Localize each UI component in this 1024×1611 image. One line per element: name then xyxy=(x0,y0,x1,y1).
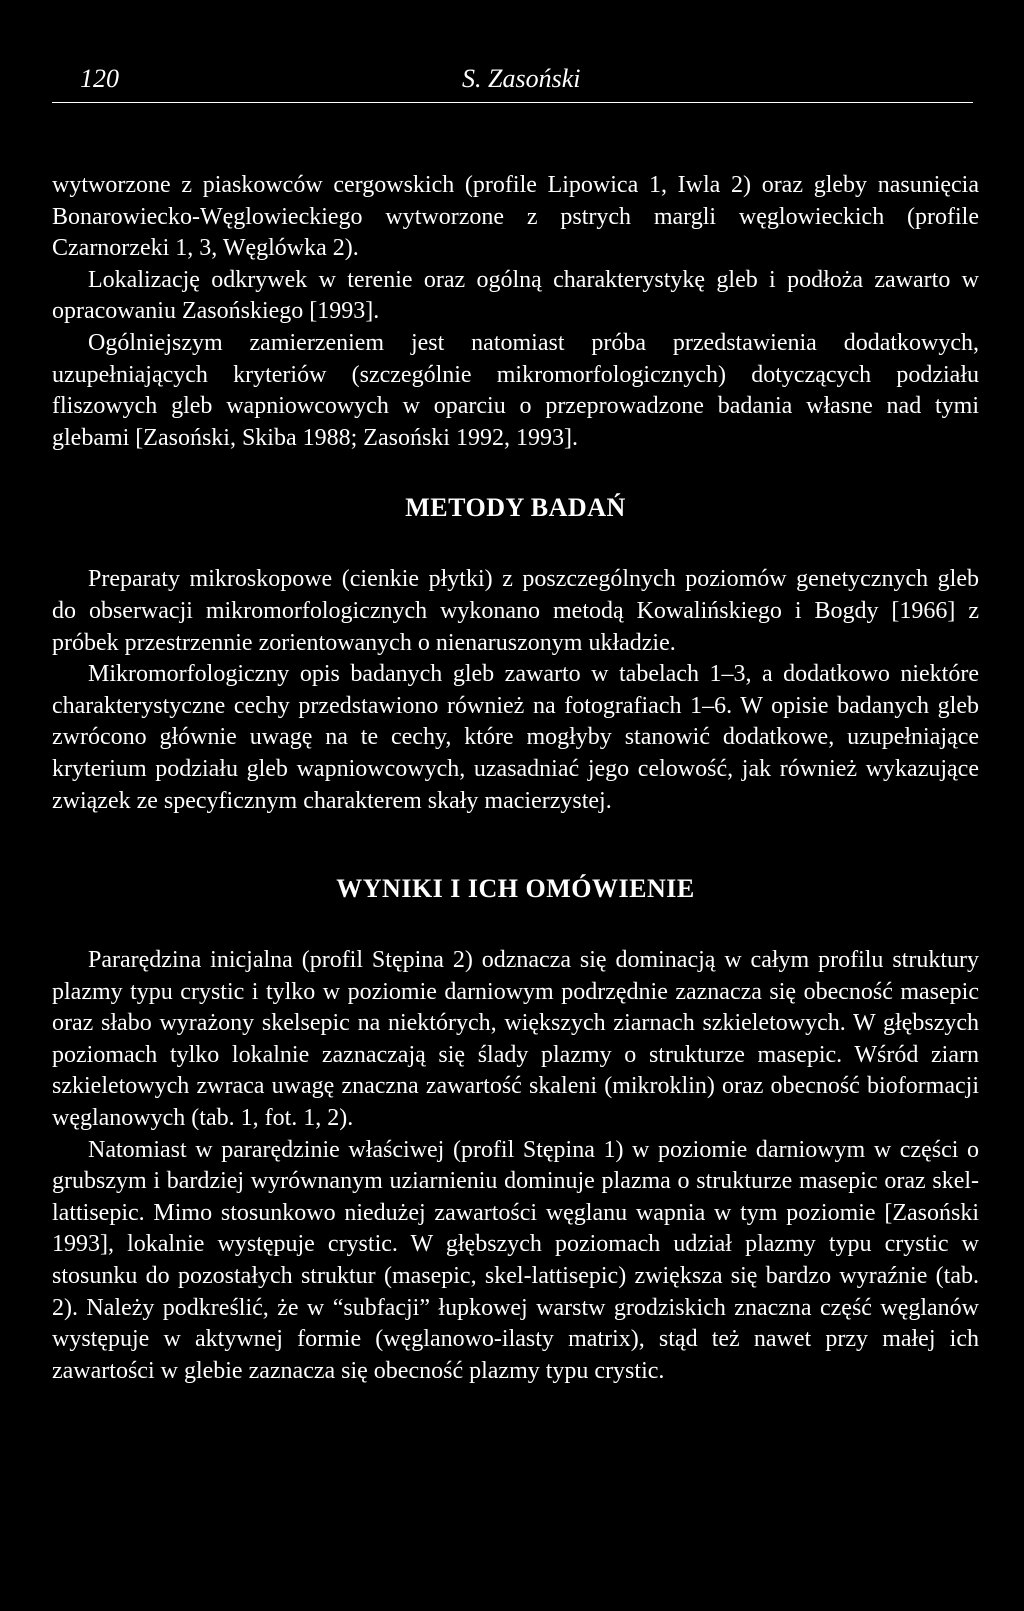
page-number: 120 xyxy=(80,64,119,93)
intro-paragraph-2: Lokalizację odkrywek w terenie oraz ogólną charakterystykę gleb i podłoża zawarto w opracowaniu Zasońskiego [1993]. xyxy=(52,266,979,325)
results-paragraph-2: Natomiast w pararędzinie właściwej (profil Stępina 1) w poziomie darniowym w części o grubszym i bardziej wyrównanym uziarnieniu dominuje plazma o strukturze masepic oraz skel-lattisepic. Mimo stosunkowo niedużej zawartości węglanu wapnia w tym poziomie [Zasoński 1993], lokalnie występuje crystic. W głębszych poziomach udział plazmy typu crystic w stosunku do pozostałych struktur (masepic, skel-lattisepic) zwiększa się bardzo wyraźnie (tab. 2). Należy podkreślić, że w “subfacji” łupkowej warstw grodziskich znaczna część węglanów występuje w aktywnej formie (węglanowo-ilasty matrix), stąd też nawet przy małej ich zawartości w glebie zaznacza się obecność plazmy typu crystic. xyxy=(52,1136,979,1384)
body-text xyxy=(52,170,979,1387)
methods-paragraph-2: Mikromorfologiczny opis badanych gleb zawarto w tabelach 1–3, a dodatkowo niektóre charakterystyczne cechy przedstawiono również na fotografiach 1–6. W opisie badanych gleb zwrócono głównie uwagę na te cechy, które mogłyby stanowić dodatkowe, uzupełniające kryterium podziału gleb wapniowcowych, uzasadniać jego celowość, jak również wykazujące związek ze specyficznym charakterem skały macierzystej. xyxy=(52,661,979,814)
section-heading-methods: METODY BADAŃ xyxy=(405,493,626,523)
intro-paragraph-1: wytworzone z piaskowców cergowskich (profile Lipowica 1, Iwla 2) oraz gleby nasunięcia Bonarowiecko-Węglowieckiego wytworzone z pstrych margli węglowieckich (profile Czarnorzeki 1, 3, Węglówka 2). xyxy=(52,172,979,262)
methods-paragraph-1: Preparaty mikroskopowe (cienkie płytki) z poszczególnych poziomów genetycznych gleb do obserwacji mikromorfologicznych wykonano metodą Kowalińskiego i Bogdy [1966] z próbek przestrzennie zorientowanych o nienaruszonym układzie. xyxy=(52,566,979,656)
running-header xyxy=(52,60,973,103)
running-title: S. Zasoński xyxy=(462,64,581,93)
results-paragraph-1: Pararędzina inicjalna (profil Stępina 2) odznacza się dominacją w całym profilu struktury plazmy typu crystic i tylko w poziomie darniowym podrzędnie zaznacza się obecność masepic oraz słabo wyrażony skelsepic na niektórych, większych ziarnach szkieletowych. W głębszych poziomach tylko lokalnie zaznaczają się ślady plazmy o strukturze masepic. Wśród ziarn szkieletowych zwraca uwagę znaczna zawartość skaleni (mikroklin) oraz obecność bioformacji węglanowych (tab. 1, fot. 1, 2). xyxy=(52,947,979,1132)
intro-paragraph-3: Ogólniejszym zamierzeniem jest natomiast próba przedstawienia dodatkowych, uzupełniających kryteriów (szczególnie mikromorfologicznych) dotyczących podziału fliszowych gleb wapniowcowych w oparciu o przeprowadzone badania własne nad tymi glebami [Zasoński, Skiba 1988; Zasoński 1992, 1993]. xyxy=(52,329,979,451)
section-heading-results: WYNIKI I ICH OMÓWIENIE xyxy=(336,874,695,904)
